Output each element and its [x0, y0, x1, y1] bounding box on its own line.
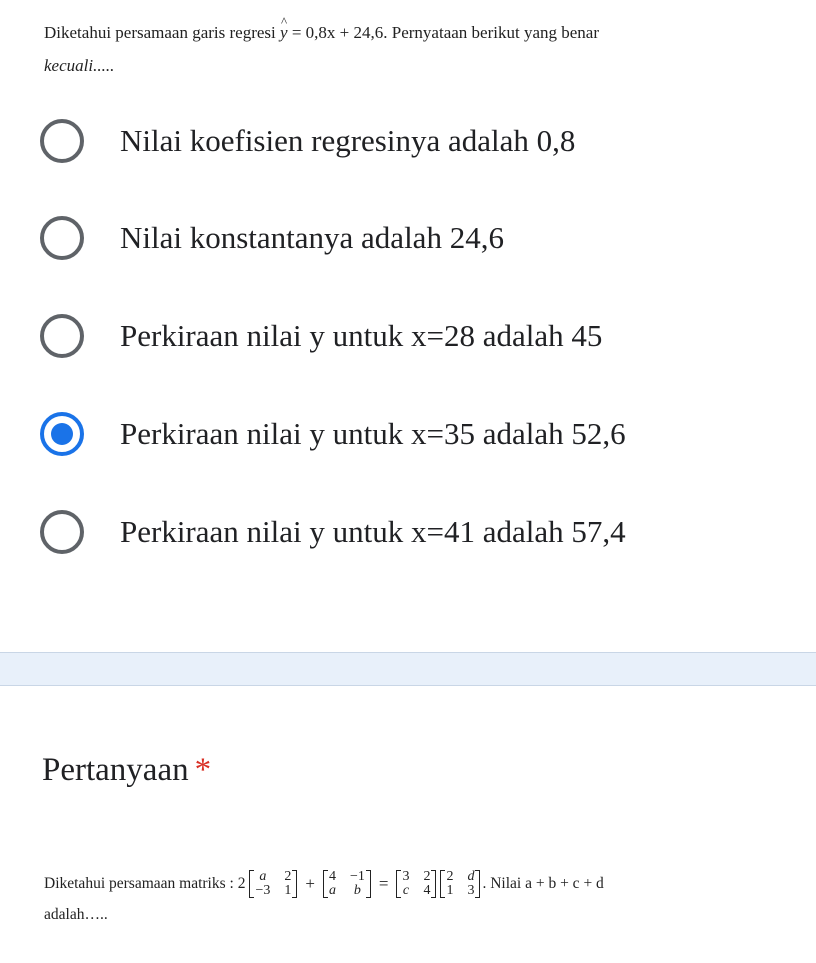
matrix-cell: 1: [446, 883, 454, 898]
radio-unchecked-icon[interactable]: [40, 510, 84, 554]
equation-rhs: = 0,8x + 24,6: [287, 23, 384, 42]
option-4-label: Perkiraan nilai y untuk x=35 adalah 52,6: [120, 416, 626, 451]
question-2-title-text: Pertanyaan: [42, 752, 189, 788]
radio-unchecked-icon[interactable]: [40, 216, 84, 260]
equals-sign: =: [378, 874, 389, 893]
matrix-cell: 3: [467, 883, 475, 898]
matrix-cell: 2: [284, 869, 292, 884]
question-2-title: [42, 752, 211, 789]
plus-sign: +: [305, 874, 315, 893]
option-5[interactable]: [40, 497, 780, 567]
matrix-c: [396, 870, 436, 898]
question-2-intro: Diketahui persamaan matriks : 2: [44, 875, 246, 892]
option-2-label: Nilai konstantanya adalah 24,6: [120, 220, 504, 255]
required-star: *: [194, 752, 212, 788]
question-1-intro: Diketahui persamaan garis regresi: [44, 23, 276, 42]
option-2[interactable]: [40, 203, 780, 273]
matrix-cell: b: [353, 883, 361, 898]
question-1-tail: . Pernyataan berikut yang benar: [383, 23, 599, 42]
matrix-cell: 3: [402, 869, 410, 884]
radio-unchecked-icon[interactable]: [40, 314, 84, 358]
matrix-cell: 2: [423, 869, 431, 884]
regression-equation: [280, 23, 383, 42]
option-5-label: Perkiraan nilai y untuk x=41 adalah 57,4: [120, 514, 626, 549]
option-1-label: Nilai koefisien regresinya adalah 0,8: [120, 123, 576, 158]
matrix-cell: 4: [328, 869, 336, 884]
matrix-d: [440, 870, 480, 898]
matrix-cell: −3: [255, 883, 271, 898]
question-2-line-2: adalah…..: [44, 906, 108, 923]
question-2-outro: . Nilai a + b + c + d: [482, 875, 604, 892]
section-divider: [0, 652, 816, 686]
matrix-a: [249, 870, 297, 898]
matrix-cell: a: [328, 883, 336, 898]
option-3-label: Perkiraan nilai y untuk x=28 adalah 45: [120, 318, 603, 353]
matrix-cell: c: [402, 883, 410, 898]
y-hat-symbol: ^ y: [280, 16, 288, 49]
matrix-cell: −1: [349, 869, 365, 884]
matrix-cell: 1: [284, 883, 292, 898]
matrix-b: [323, 870, 371, 898]
matrix-cell: d: [467, 869, 475, 884]
question-1-text: [44, 16, 796, 82]
option-3[interactable]: [40, 301, 780, 371]
radio-unchecked-icon[interactable]: [40, 119, 84, 163]
matrix-cell: a: [259, 869, 267, 884]
option-4[interactable]: [40, 399, 780, 469]
question-1-kecuali: kecuali.....: [44, 56, 115, 75]
question-2-text: [44, 870, 804, 926]
matrix-cell: 4: [423, 883, 431, 898]
question-2-equation-line: [44, 870, 804, 898]
matrix-cell: 2: [446, 869, 454, 884]
radio-checked-icon[interactable]: [40, 412, 84, 456]
option-1[interactable]: [40, 106, 780, 176]
